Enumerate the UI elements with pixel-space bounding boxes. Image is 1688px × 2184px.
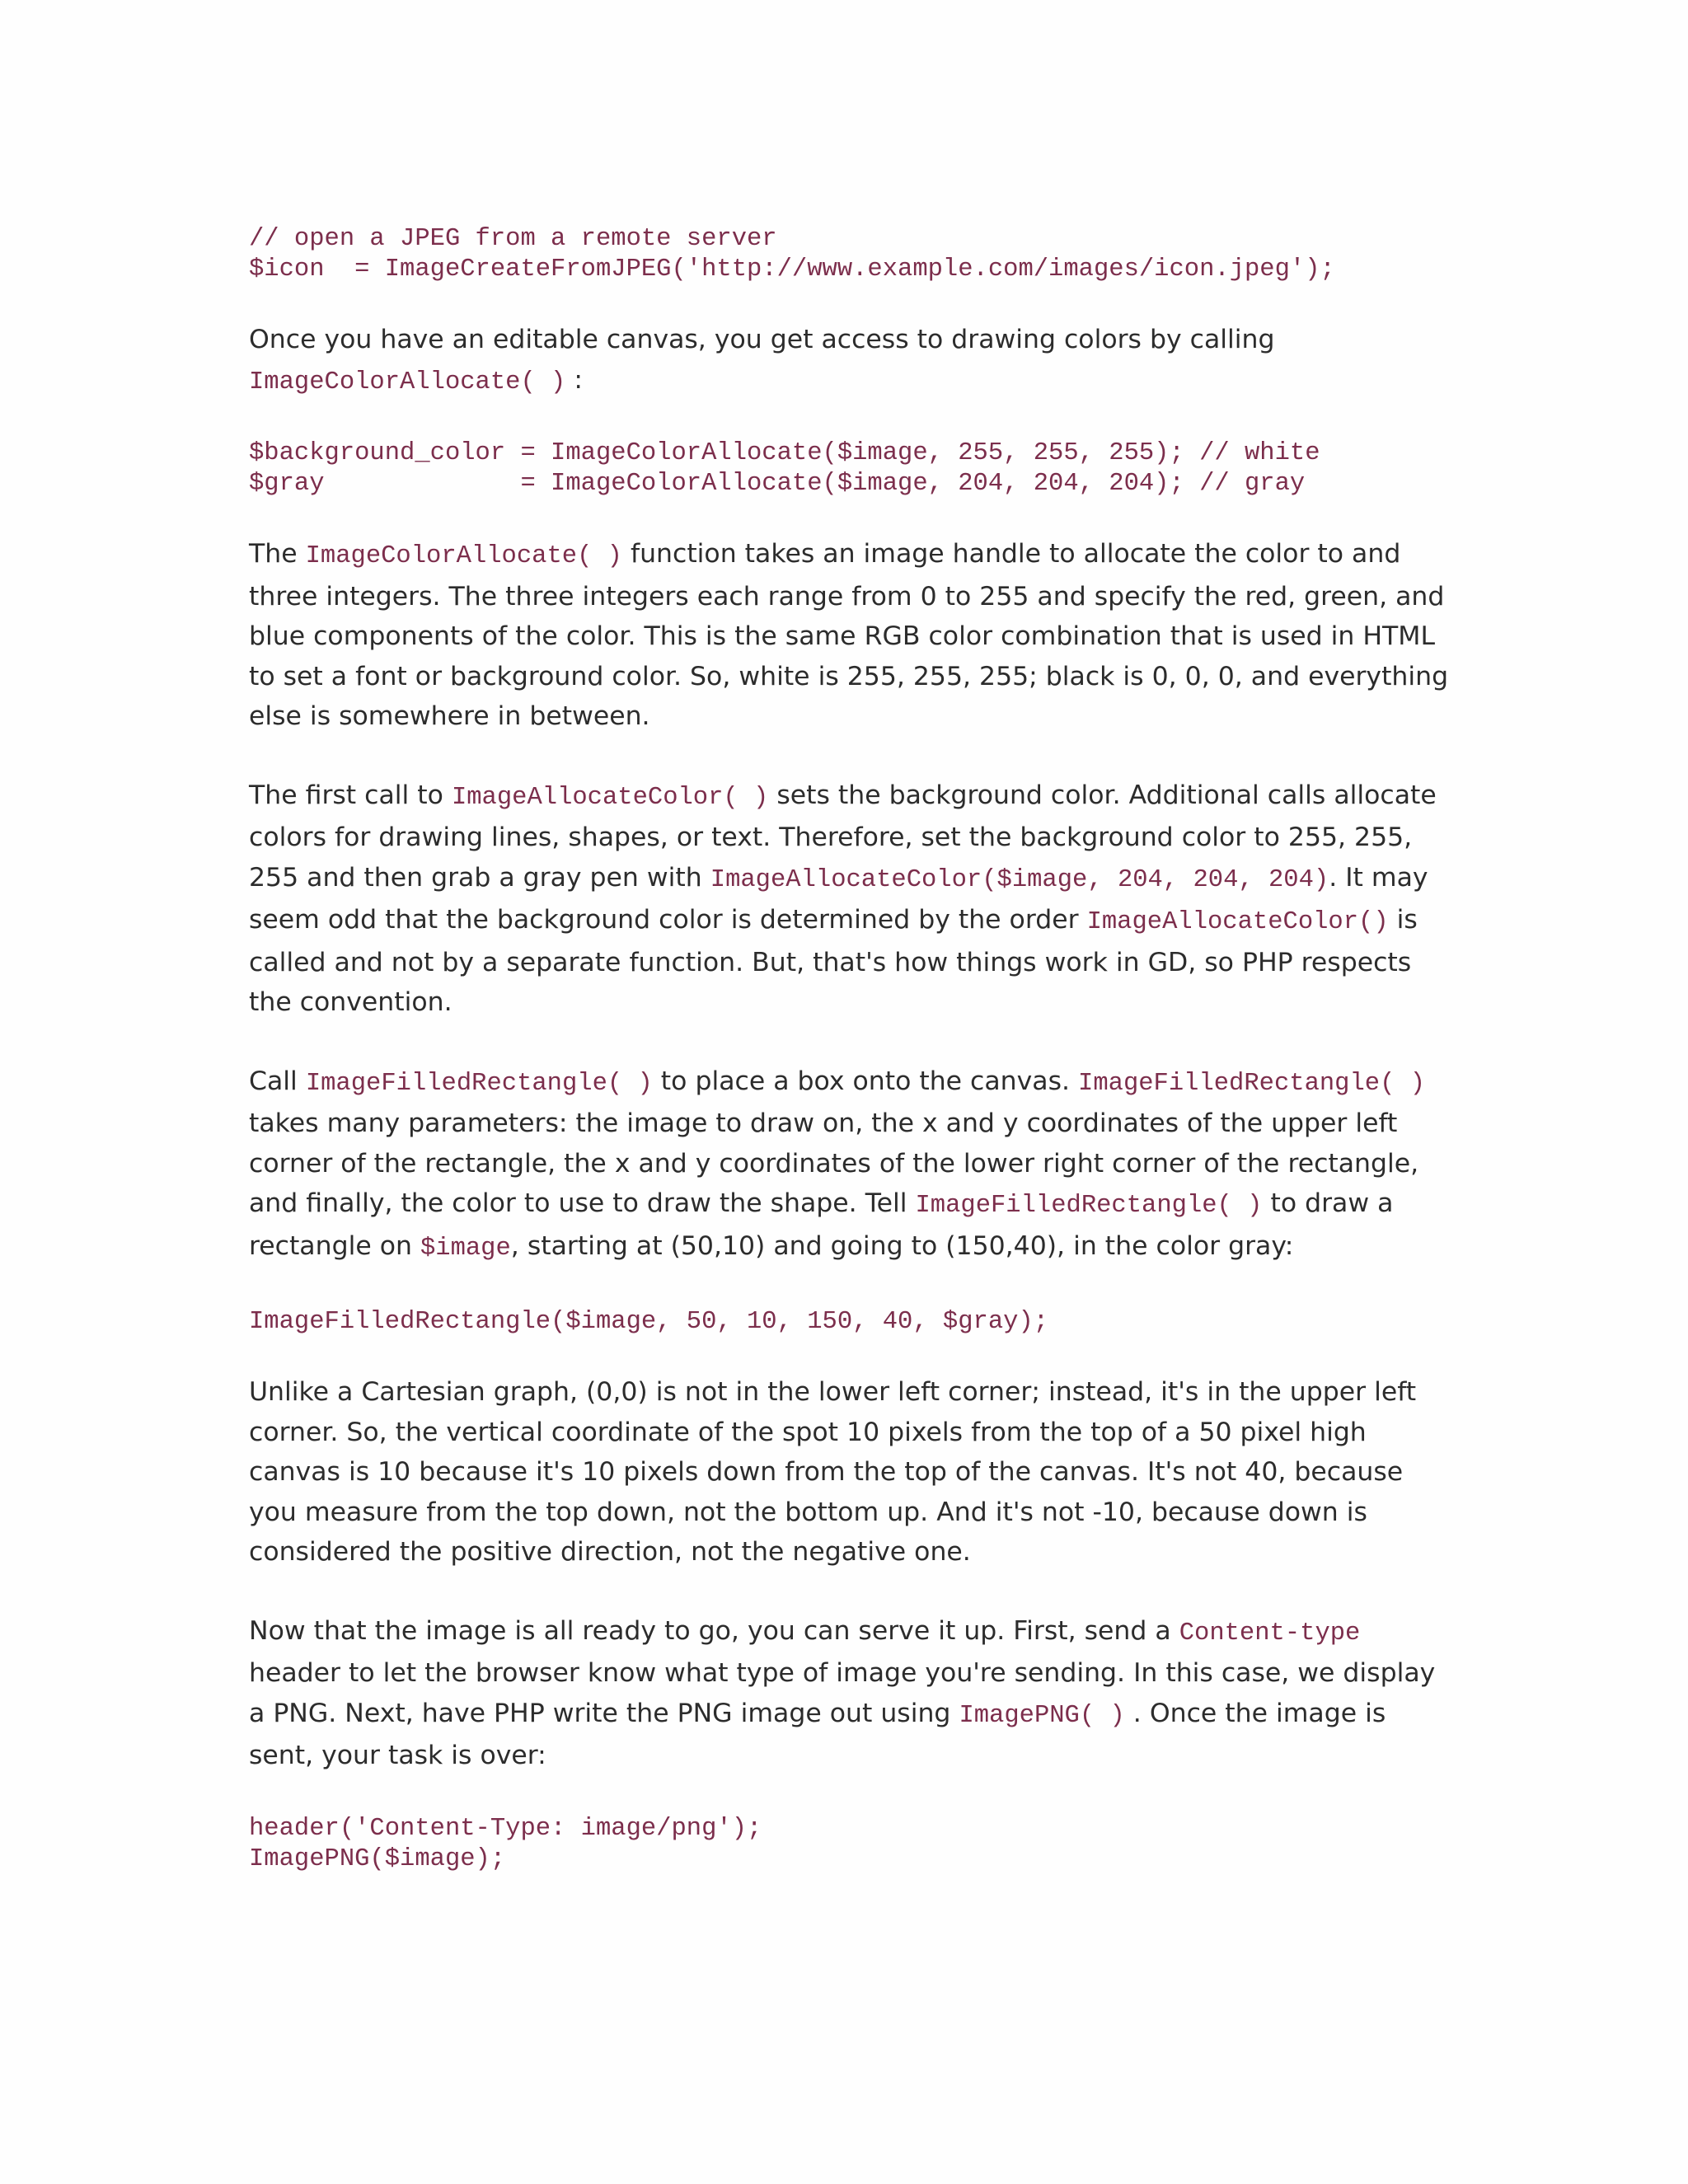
- inline-code: ImageFilledRectangle( ): [1078, 1069, 1425, 1098]
- code-block-color-allocate: [249, 438, 1452, 499]
- document-body: [249, 224, 1452, 1875]
- code-line: header('Content-Type: image/png');: [249, 1814, 762, 1843]
- code-line: ImageFilledRectangle($image, 50, 10, 150, 40, $gray);: [249, 1308, 1049, 1336]
- code-line: $background_color = ImageColorAllocate($image, 255, 255, 255); // white: [249, 439, 1320, 467]
- text-run: Call: [249, 1066, 306, 1096]
- inline-code: ImageColorAllocate( ): [305, 542, 622, 570]
- inline-code: ImageAllocateColor( ): [451, 783, 769, 812]
- text-run: Once you have an editable canvas, you get access to drawing colors by calling: [249, 325, 1275, 354]
- paragraph-background-color: [249, 776, 1452, 1023]
- code-line: $gray = ImageColorAllocate($image, 204, 204, 204); // gray: [249, 470, 1306, 498]
- inline-code: $image: [420, 1234, 511, 1263]
- text-run: takes many parameters: the image to draw on, the x and y coordinates of the upper left corner of the rectangle, the x and y coordinates of the lower right corner of the rectangle, and finally, the color to use to draw the shape. Tell: [249, 1108, 1419, 1218]
- text-run: to draw a rectangle on: [249, 1188, 1394, 1261]
- code-line: $icon = ImageCreateFromJPEG('http://www.example.com/images/icon.jpeg');: [249, 255, 1335, 284]
- text-run: . Once the image is sent, your task is over:: [249, 1698, 1386, 1770]
- text-run: The first call to: [249, 780, 452, 810]
- text-run: Unlike a Cartesian graph, (0,0) is not in the lower left corner; instead, it's in the upper left corner. So, the vertical coordinate of the spot 10 pixels from the top of a 50 pixel high canvas is 10 because it's 10 pixels down from the top of the canvas. It's not 40, because you measure from the top down, not the bottom up. And it's not -10, because down is considered the positive direction, not the negative one.: [249, 1377, 1417, 1567]
- inline-code: ImagePNG( ): [959, 1701, 1125, 1730]
- inline-code: Content-type: [1179, 1619, 1361, 1647]
- text-run: is called and not by a separate function. But, that's how things work in GD, so PHP respects the convention.: [249, 905, 1418, 1017]
- paragraph-color-allocate-intro: [249, 320, 1452, 402]
- text-run: Now that the image is all ready to go, you can serve it up. First, send a: [249, 1615, 1179, 1646]
- text-run: header to let the browser know what type of image you're sending. In this case, we display a PNG. Next, have PHP write the PNG image out using: [249, 1658, 1436, 1728]
- text-run: . It may seem odd that the background color is determined by the order: [249, 862, 1428, 935]
- inline-code: ImageAllocateColor(): [1086, 908, 1389, 936]
- code-line: // open a JPEG from a remote server: [249, 225, 777, 253]
- inline-code: ImageColorAllocate( ): [249, 368, 566, 396]
- code-block-open-jpeg: [249, 224, 1452, 285]
- text-run: :: [565, 364, 584, 395]
- paragraph-color-integers: [249, 534, 1452, 737]
- paragraph-coordinates: [249, 1372, 1452, 1572]
- code-line: ImagePNG($image);: [249, 1844, 506, 1873]
- inline-code: ImageAllocateColor($image, 204, 204, 204): [710, 865, 1329, 894]
- text-run: function takes an image handle to allocate the color to and three integers. The three integers each range from 0 to 255 and specify the red, green, and blue components of the color. This is the same RGB color combination that is used in HTML to set a font or background color. So, white is 255, 255, 255; black is 0, 0, 0, and everything else is somewhere in between.: [249, 539, 1449, 731]
- text-run: The: [249, 539, 306, 569]
- text-run: , starting at (50,10) and going to (150,40), in the color gray:: [510, 1230, 1294, 1261]
- paragraph-filled-rectangle: [249, 1062, 1452, 1269]
- inline-code: ImageFilledRectangle( ): [915, 1192, 1263, 1220]
- inline-code: ImageFilledRectangle( ): [305, 1069, 653, 1098]
- code-block-filled-rectangle: [249, 1307, 1452, 1338]
- paragraph-serve-image: [249, 1611, 1452, 1776]
- text-run: sets the background color. Additional calls allocate colors for drawing lines, shapes, or text. Therefore, set the background color to 255, 255, 255 and then grab a gray pen with: [249, 780, 1437, 893]
- code-block-output-png: [249, 1814, 1452, 1875]
- text-run: to place a box onto the canvas.: [652, 1066, 1079, 1096]
